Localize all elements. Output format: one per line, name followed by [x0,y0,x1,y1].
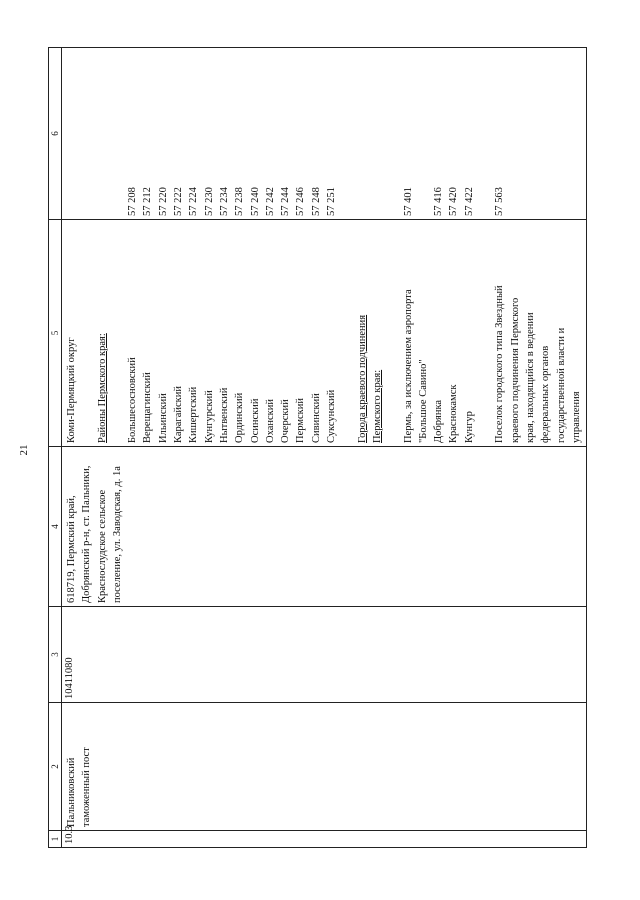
zone-name: Большесосновский [127,357,139,443]
zone-name: Оханский [264,399,276,443]
zone-code [538,51,553,216]
address-line: Добрянский р-н, ст. Пальники, [81,465,93,603]
post-name: Пальниковский таможенный пост [66,747,92,827]
zone-code [355,51,370,216]
zone-name: Пермский [295,398,307,443]
zone-name: управления [570,391,582,443]
zone-name: Пермь, за исключением аэропорта [402,289,414,443]
zone-code [110,51,125,216]
row-number: 10.3 [64,825,75,844]
zone-code [477,51,492,216]
rotated-table-wrapper [48,48,580,848]
zone-name: Верещагинский [142,372,154,443]
zone-name: государственной власти и [555,327,567,443]
header-col-6: 6 [49,48,62,220]
zone-name: края, находящийся в ведении [524,312,536,443]
zone-code: 57 244 [280,187,292,216]
zone-name: Осинский [249,398,261,443]
zone-code: 57 420 [448,187,460,216]
zone-name: Сивинский [310,393,322,443]
zone-code [508,51,523,216]
zone-code: 57 234 [218,187,230,216]
zone-name: Коми-Пермяцкий округ [66,337,77,443]
header-col-5: 5 [49,220,62,447]
zone-code [523,51,538,216]
zone-code [569,51,584,216]
address-line: поселение, ул. Заводская, д. 1а [111,466,123,603]
post-name-cell [62,703,587,831]
zone-code: 57 563 [494,187,506,216]
zone-code: 57 251 [326,187,338,216]
zone-name: Кишертский [188,386,200,443]
zone-code [95,51,110,216]
zone-code: 57 238 [234,187,246,216]
zone-name: Очерский [280,399,292,443]
address-cell [62,447,587,607]
zone-code: 57 230 [203,187,215,216]
zone-code: 57 246 [295,187,307,216]
zone-name [385,223,400,443]
zone-name: Районы Пермского края: [96,333,108,443]
zone-name [79,223,94,443]
zone-name: Нытвенский [218,387,230,443]
zone-code: 57 222 [173,187,185,216]
address-line: 618719, Пермский край, [66,495,77,603]
zone-name: Суксунский [326,389,338,443]
post-code-cell [62,607,587,703]
zone-code: 57 242 [264,187,276,216]
zone-name: Пермского края: [371,369,383,443]
zone-code: 57 401 [402,187,414,216]
zone-code: 57 416 [433,187,445,216]
zone-name: Карагайский [173,385,185,443]
zone-name: Добрянка [433,399,445,443]
zone-code: 57 240 [249,187,261,216]
zone-code [554,51,569,216]
zone-name: федеральных органов [540,345,552,443]
customs-table [48,47,587,848]
zone-code: 57 248 [310,187,322,216]
zone-code [64,51,79,216]
header-col-2: 2 [49,703,62,831]
zone-name: Ильинский [157,393,169,443]
header-row [49,48,62,848]
zone-code [370,51,385,216]
table-row [62,48,587,848]
zone-name [339,223,354,443]
address-line: Краснослудское сельское [96,489,108,603]
header-col-3: 3 [49,607,62,703]
page-number: 21 [18,444,30,456]
header-col-1: 1 [49,831,62,848]
zone-name: Кунгур [463,411,475,443]
zone-code: 57 422 [463,187,475,216]
header-col-4: 4 [49,447,62,607]
zone-name: Поселок городского типа Звездный [494,285,506,443]
zone-name: Города краевого подчинения [356,314,368,443]
zone-code: 57 212 [142,187,154,216]
zone-name [110,223,125,443]
zone-code: 57 224 [188,187,200,216]
zone-code [385,51,400,216]
codes-cell [62,48,587,220]
zone-name: Кунгурский [203,390,215,443]
zone-name [477,223,492,443]
zone-name: Ординский [234,392,246,443]
zone-name: Краснокамск [448,384,460,443]
zone-code [416,51,431,216]
zone-name: краевого подчинения Пермского [509,297,521,443]
zone-code [79,51,94,216]
post-code: 10411080 [64,657,75,699]
zone-code [339,51,354,216]
zone-code: 57 220 [157,187,169,216]
zone-code: 57 208 [127,187,139,216]
row-number-cell [62,825,587,848]
zone-name: "Большое Савино" [417,359,429,443]
zones-cell [62,220,587,447]
